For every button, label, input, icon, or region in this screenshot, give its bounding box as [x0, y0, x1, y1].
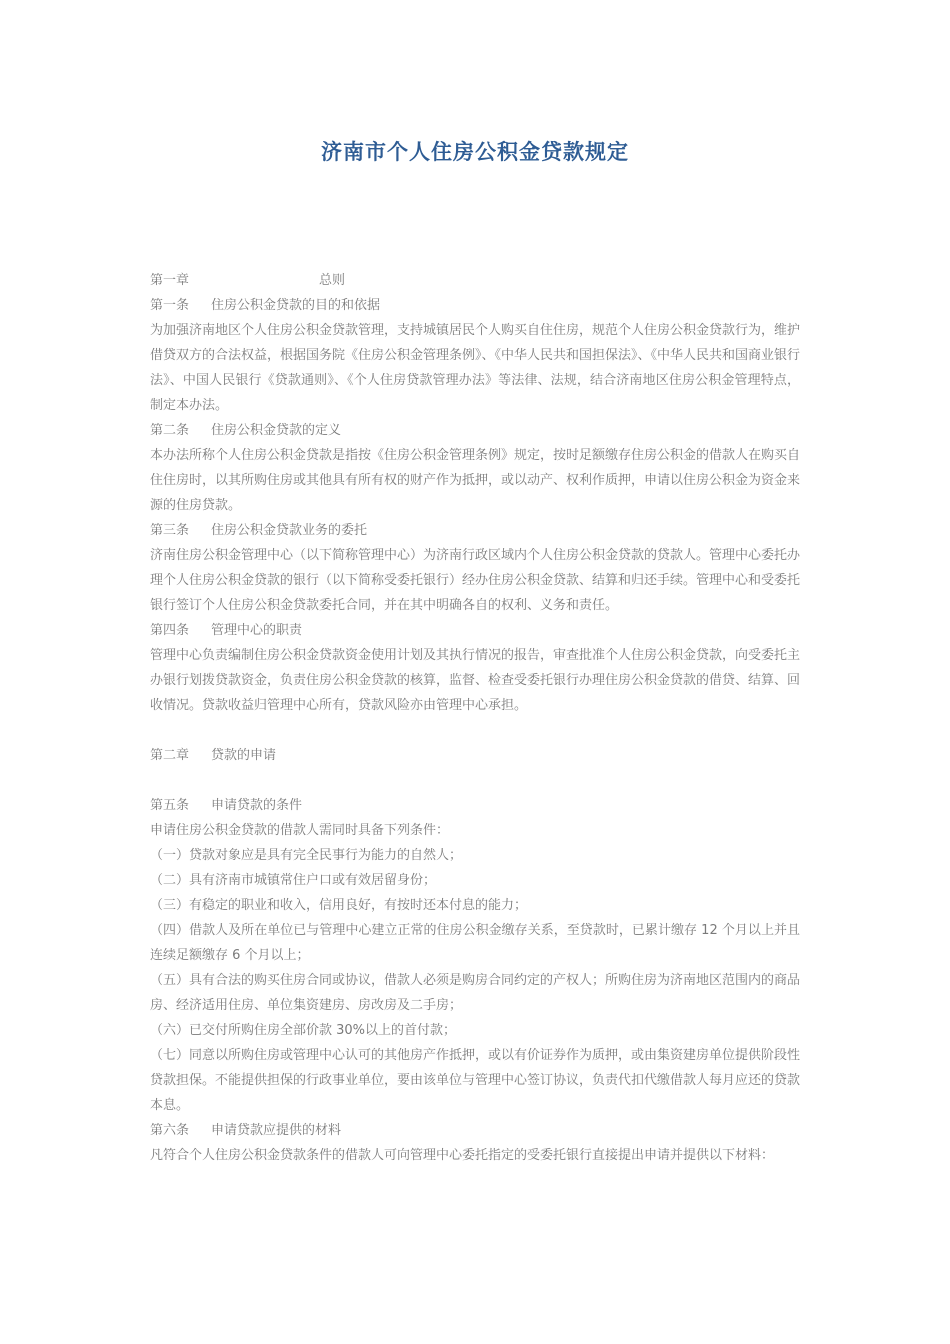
- chapter-title: 贷款的申请: [211, 748, 277, 763]
- chapter-title: 总则: [319, 273, 346, 288]
- article-heading: [150, 518, 800, 543]
- article-title: 住房公积金贷款的定义: [211, 423, 342, 438]
- chapter-heading: [150, 268, 800, 293]
- blank-line: [150, 718, 800, 743]
- article-number: 第三条: [150, 523, 190, 538]
- article-title: 申请贷款应提供的材料: [211, 1123, 342, 1138]
- paragraph: 凡符合个人住房公积金贷款条件的借款人可向管理中心委托指定的受委托银行直接提出申请并提供以下材料：: [150, 1148, 775, 1163]
- blank-line: [150, 768, 800, 793]
- article-number: 第六条: [150, 1123, 190, 1138]
- paragraph: 管理中心负责编制住房公积金贷款资金使用计划及其执行情况的报告，审查批准个人住房公积金贷款，向受委托主办银行划拨贷款资金，负责住房公积金贷款的核算，监督、检查受委托银行办理住房公积金贷款的借贷、结算、回收情况。贷款收益归管理中心所有，贷款风险亦由管理中心承担。: [150, 648, 801, 713]
- paragraph: （四）借款人及所在单位已与管理中心建立正常的住房公积金缴存关系，至贷款时，已累计缴存 12 个月以上并且连续足额缴存 6 个月以上；: [150, 923, 800, 963]
- article-number: 第一条: [150, 298, 190, 313]
- paragraph: （一）贷款对象应是具有完全民事行为能力的自然人；: [150, 848, 463, 863]
- article-number: 第四条: [150, 623, 190, 638]
- paragraph: （五）具有合法的购买住房合同或协议，借款人必须是购房合同约定的产权人；所购住房为济南地区范围内的商品房、经济适用住房、单位集资建房、房改房及二手房；: [150, 973, 801, 1013]
- article-number: 第五条: [150, 798, 190, 813]
- paragraph: 申请住房公积金贷款的借款人需同时具备下列条件：: [150, 823, 450, 838]
- article-heading: [150, 793, 800, 818]
- document-title: 济南市个人住房公积金贷款规定: [321, 140, 629, 164]
- article-title: 申请贷款的条件: [211, 798, 303, 813]
- document-body: [150, 268, 800, 1168]
- paragraph: （二）具有济南市城镇常住户口或有效居留身份；: [150, 873, 437, 888]
- paragraph: （七）同意以所购住房或管理中心认可的其他房产作抵押，或以有价证券作为质押，或由集资建房单位提供阶段性贷款担保。不能提供担保的行政事业单位，要由该单位与管理中心签订协议，负责代扣代缴借款人每月应还的贷款本息。: [150, 1048, 801, 1113]
- article-heading: [150, 1118, 800, 1143]
- article-title: 住房公积金贷款业务的委托: [211, 523, 368, 538]
- chapter-number: 第一章: [150, 273, 190, 288]
- paragraph: 为加强济南地区个人住房公积金贷款管理，支持城镇居民个人购买自住住房，规范个人住房公积金贷款行为，维护借贷双方的合法权益，根据国务院《住房公积金管理条例》、《中华人民共和国担保法》、《中华人民共和国商业银行法》、中国人民银行《贷款通则》、《个人住房贷款管理办法》等法律、法规，结合济南地区住房公积金管理特点，制定本办法。: [150, 323, 801, 413]
- article-heading: [150, 418, 800, 443]
- article-heading: [150, 293, 800, 318]
- article-title: 管理中心的职责: [211, 623, 303, 638]
- paragraph: （三）有稳定的职业和收入，信用良好，有按时还本付息的能力；: [150, 898, 528, 913]
- article-heading: [150, 618, 800, 643]
- chapter-heading: [150, 743, 800, 768]
- paragraph: 本办法所称个人住房公积金贷款是指按《住房公积金管理条例》规定，按时足额缴存住房公积金的借款人在购买自住住房时，以其所购住房或其他具有所有权的财产作为抵押，或以动产、权利作质押，申请以住房公积金为资金来源的住房贷款。: [150, 448, 801, 513]
- chapter-number: 第二章: [150, 748, 190, 763]
- paragraph: （六）已交付所购住房全部价款 30%以上的首付款；: [150, 1023, 457, 1038]
- article-title: 住房公积金贷款的目的和依据: [211, 298, 381, 313]
- paragraph: 济南住房公积金管理中心（以下简称管理中心）为济南行政区域内个人住房公积金贷款的贷款人。管理中心委托办理个人住房公积金贷款的银行（以下简称受委托银行）经办住房公积金贷款、结算和归还手续。管理中心和受委托银行签订个人住房公积金贷款委托合同，并在其中明确各自的权利、义务和责任。: [150, 548, 801, 613]
- article-number: 第二条: [150, 423, 190, 438]
